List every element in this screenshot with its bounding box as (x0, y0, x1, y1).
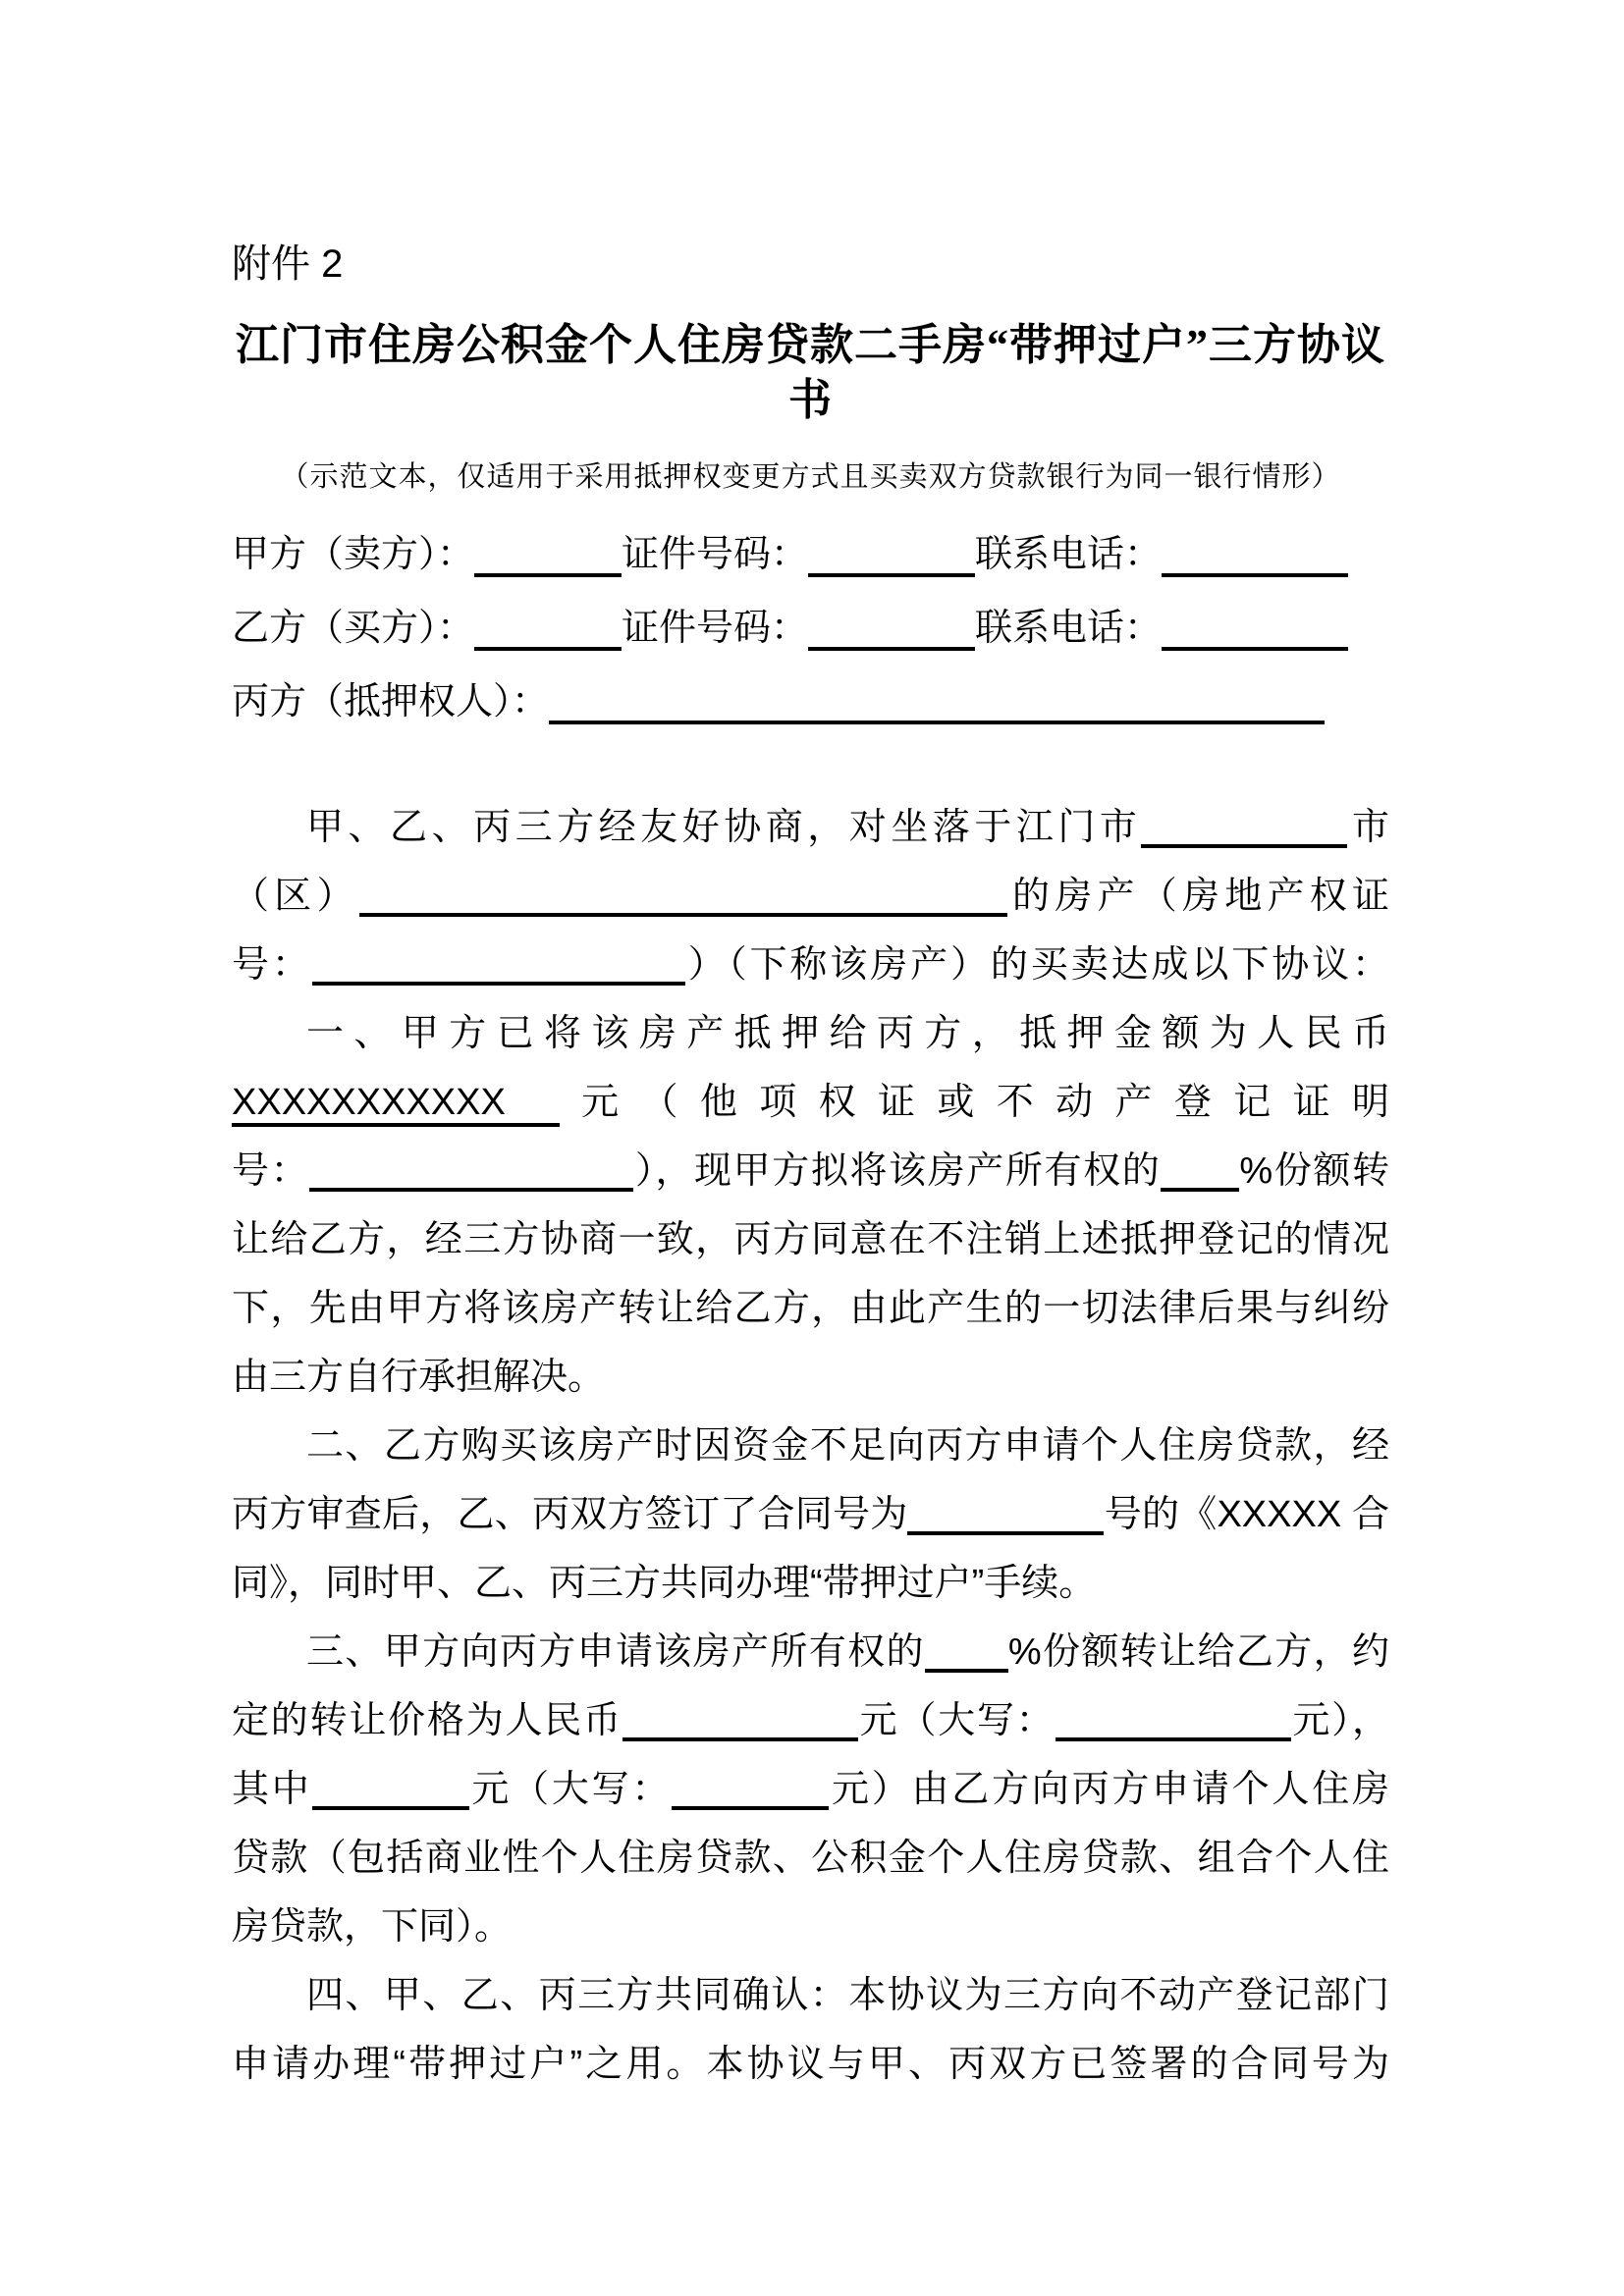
clause-1-line-2 (232, 1068, 1389, 1137)
text-segment: 丙方（抵押权人）： (232, 681, 550, 722)
text-segment: 号： (232, 1150, 310, 1192)
intro-line-1 (232, 793, 1389, 862)
blank-underline (672, 1767, 829, 1810)
text-segment: ）（下称该房产）的买卖达成以下协议： (684, 944, 1389, 986)
party-b-row (232, 592, 1389, 666)
text-segment: 丙方审查后，乙、丙双方签订了合同号为 (232, 1494, 908, 1535)
text-segment: 元（大写： (468, 1769, 673, 1810)
blank-underline (474, 608, 622, 651)
blank-underline (549, 681, 1325, 724)
clause-3-line-2 (232, 1686, 1389, 1755)
clause-2-line-1 (232, 1412, 1389, 1480)
text-segment: 同》，同时甲、乙、丙三方共同办理“带押过户”手续。 (232, 1563, 1097, 1604)
underlined-placeholder-text: XXXXXXXXXXX (232, 1082, 560, 1127)
text-segment: 申请办理“带押过户”之用。本协议与甲、丙双方已签署的合同号为 (232, 2044, 1389, 2085)
clause-3-line-4 (232, 1824, 1389, 1893)
text-segment: %份额转让给乙方，约 (1007, 1631, 1389, 1673)
blank-underline (925, 1629, 1008, 1673)
blank-underline (1056, 1698, 1291, 1741)
text-segment: 四、甲、乙、丙三方共同确认：本协议为三方向不动产登记部门 (306, 1975, 1389, 2016)
intro-line-3 (232, 931, 1389, 999)
clause-3-line-1 (232, 1618, 1389, 1686)
clause-4-line-1 (232, 1961, 1389, 2030)
party-section (232, 518, 1389, 739)
text-segment: 的房产（房地产权证 (1006, 876, 1389, 917)
text-segment: 甲方（卖方）： (232, 534, 475, 575)
party-c-row (232, 666, 1389, 739)
blank-underline (312, 1767, 469, 1810)
text-segment: 元）由乙方向丙方申请个人住房 (829, 1769, 1389, 1810)
text-segment: 号的《XXXXX 合 (1104, 1494, 1389, 1535)
text-segment: 元（他项权证或不动产登记证明 (559, 1082, 1389, 1123)
text-segment: 市 (1347, 807, 1389, 848)
text-segment: 证件号码： (622, 608, 809, 649)
text-segment: 联系电话： (975, 534, 1163, 575)
text-segment: 下，先由甲方将该房产转让给乙方，由此产生的一切法律后果与纠纷 (232, 1288, 1389, 1329)
text-segment: 元（大写： (857, 1700, 1056, 1741)
text-segment: 其中 (232, 1769, 312, 1810)
text-segment: 三、甲方向丙方申请该房产所有权的 (306, 1631, 925, 1673)
blank-underline (907, 1492, 1104, 1535)
clause-1-line-3 (232, 1137, 1389, 1205)
text-segment: ），现甲方拟将该房产所有权的 (633, 1150, 1162, 1192)
blank-underline (1162, 534, 1348, 577)
text-segment: 由三方自行承担解决。 (232, 1357, 606, 1398)
blank-underline (474, 534, 622, 577)
clause-3-line-5 (232, 1893, 1389, 1961)
clause-2-line-2 (232, 1480, 1389, 1549)
text-segment: 号： (232, 944, 312, 986)
blank-underline (309, 1148, 633, 1192)
text-segment: 元）， (1290, 1700, 1389, 1741)
clause-4-line-2 (232, 2030, 1389, 2099)
party-a-row (232, 518, 1389, 592)
clause-1-line-6 (232, 1343, 1389, 1412)
clause-1-line-5 (232, 1274, 1389, 1343)
blank-underline (1161, 1148, 1239, 1192)
text-segment: 联系电话： (975, 608, 1163, 649)
attachment-label: 附件 2 (232, 242, 344, 286)
clause-1-line-4 (232, 1205, 1389, 1274)
blank-underline (1162, 608, 1348, 651)
text-segment: 甲、乙、丙三方经友好协商，对坐落于江门市 (306, 807, 1142, 848)
text-segment: 乙方（买方）： (232, 608, 475, 649)
clause-3-line-3 (232, 1755, 1389, 1824)
document-subtitle: （示范文本，仅适用于采用抵押权变更方式且买卖双方贷款银行为同一银行情形） (280, 461, 1341, 493)
text-segment: 证件号码： (622, 534, 809, 575)
text-segment: 房贷款，下同）。 (232, 1906, 513, 1948)
text-segment: 让给乙方，经三方协商一致，丙方同意在不注销上述抵押登记的情况 (232, 1219, 1389, 1260)
intro-line-2 (232, 862, 1389, 931)
blank-underline (623, 1698, 858, 1741)
blank-underline (359, 874, 1007, 917)
document-title: 江门市住房公积金个人住房贷款二手房“带押过户”三方协议书 (236, 321, 1385, 424)
text-segment: （区） (232, 876, 359, 917)
clause-1-line-1 (232, 999, 1389, 1068)
text-segment: 一、甲方已将该房产抵押给丙方，抵押金额为人民币 (306, 1013, 1389, 1054)
blank-underline (808, 608, 975, 651)
blank-underline (312, 942, 685, 986)
clause-2-line-3 (232, 1549, 1389, 1618)
text-segment: 定的转让价格为人民币 (232, 1700, 623, 1741)
text-segment: %份额转 (1239, 1150, 1389, 1192)
text-segment: 贷款（包括商业性个人住房贷款、公积金个人住房贷款、组合个人住 (232, 1838, 1389, 1879)
blank-underline (808, 534, 975, 577)
agreement-body (232, 793, 1389, 2099)
text-segment: 二、乙方购买该房产时因资金不足向丙方申请个人住房贷款，经 (306, 1425, 1389, 1467)
blank-underline (1141, 805, 1347, 848)
